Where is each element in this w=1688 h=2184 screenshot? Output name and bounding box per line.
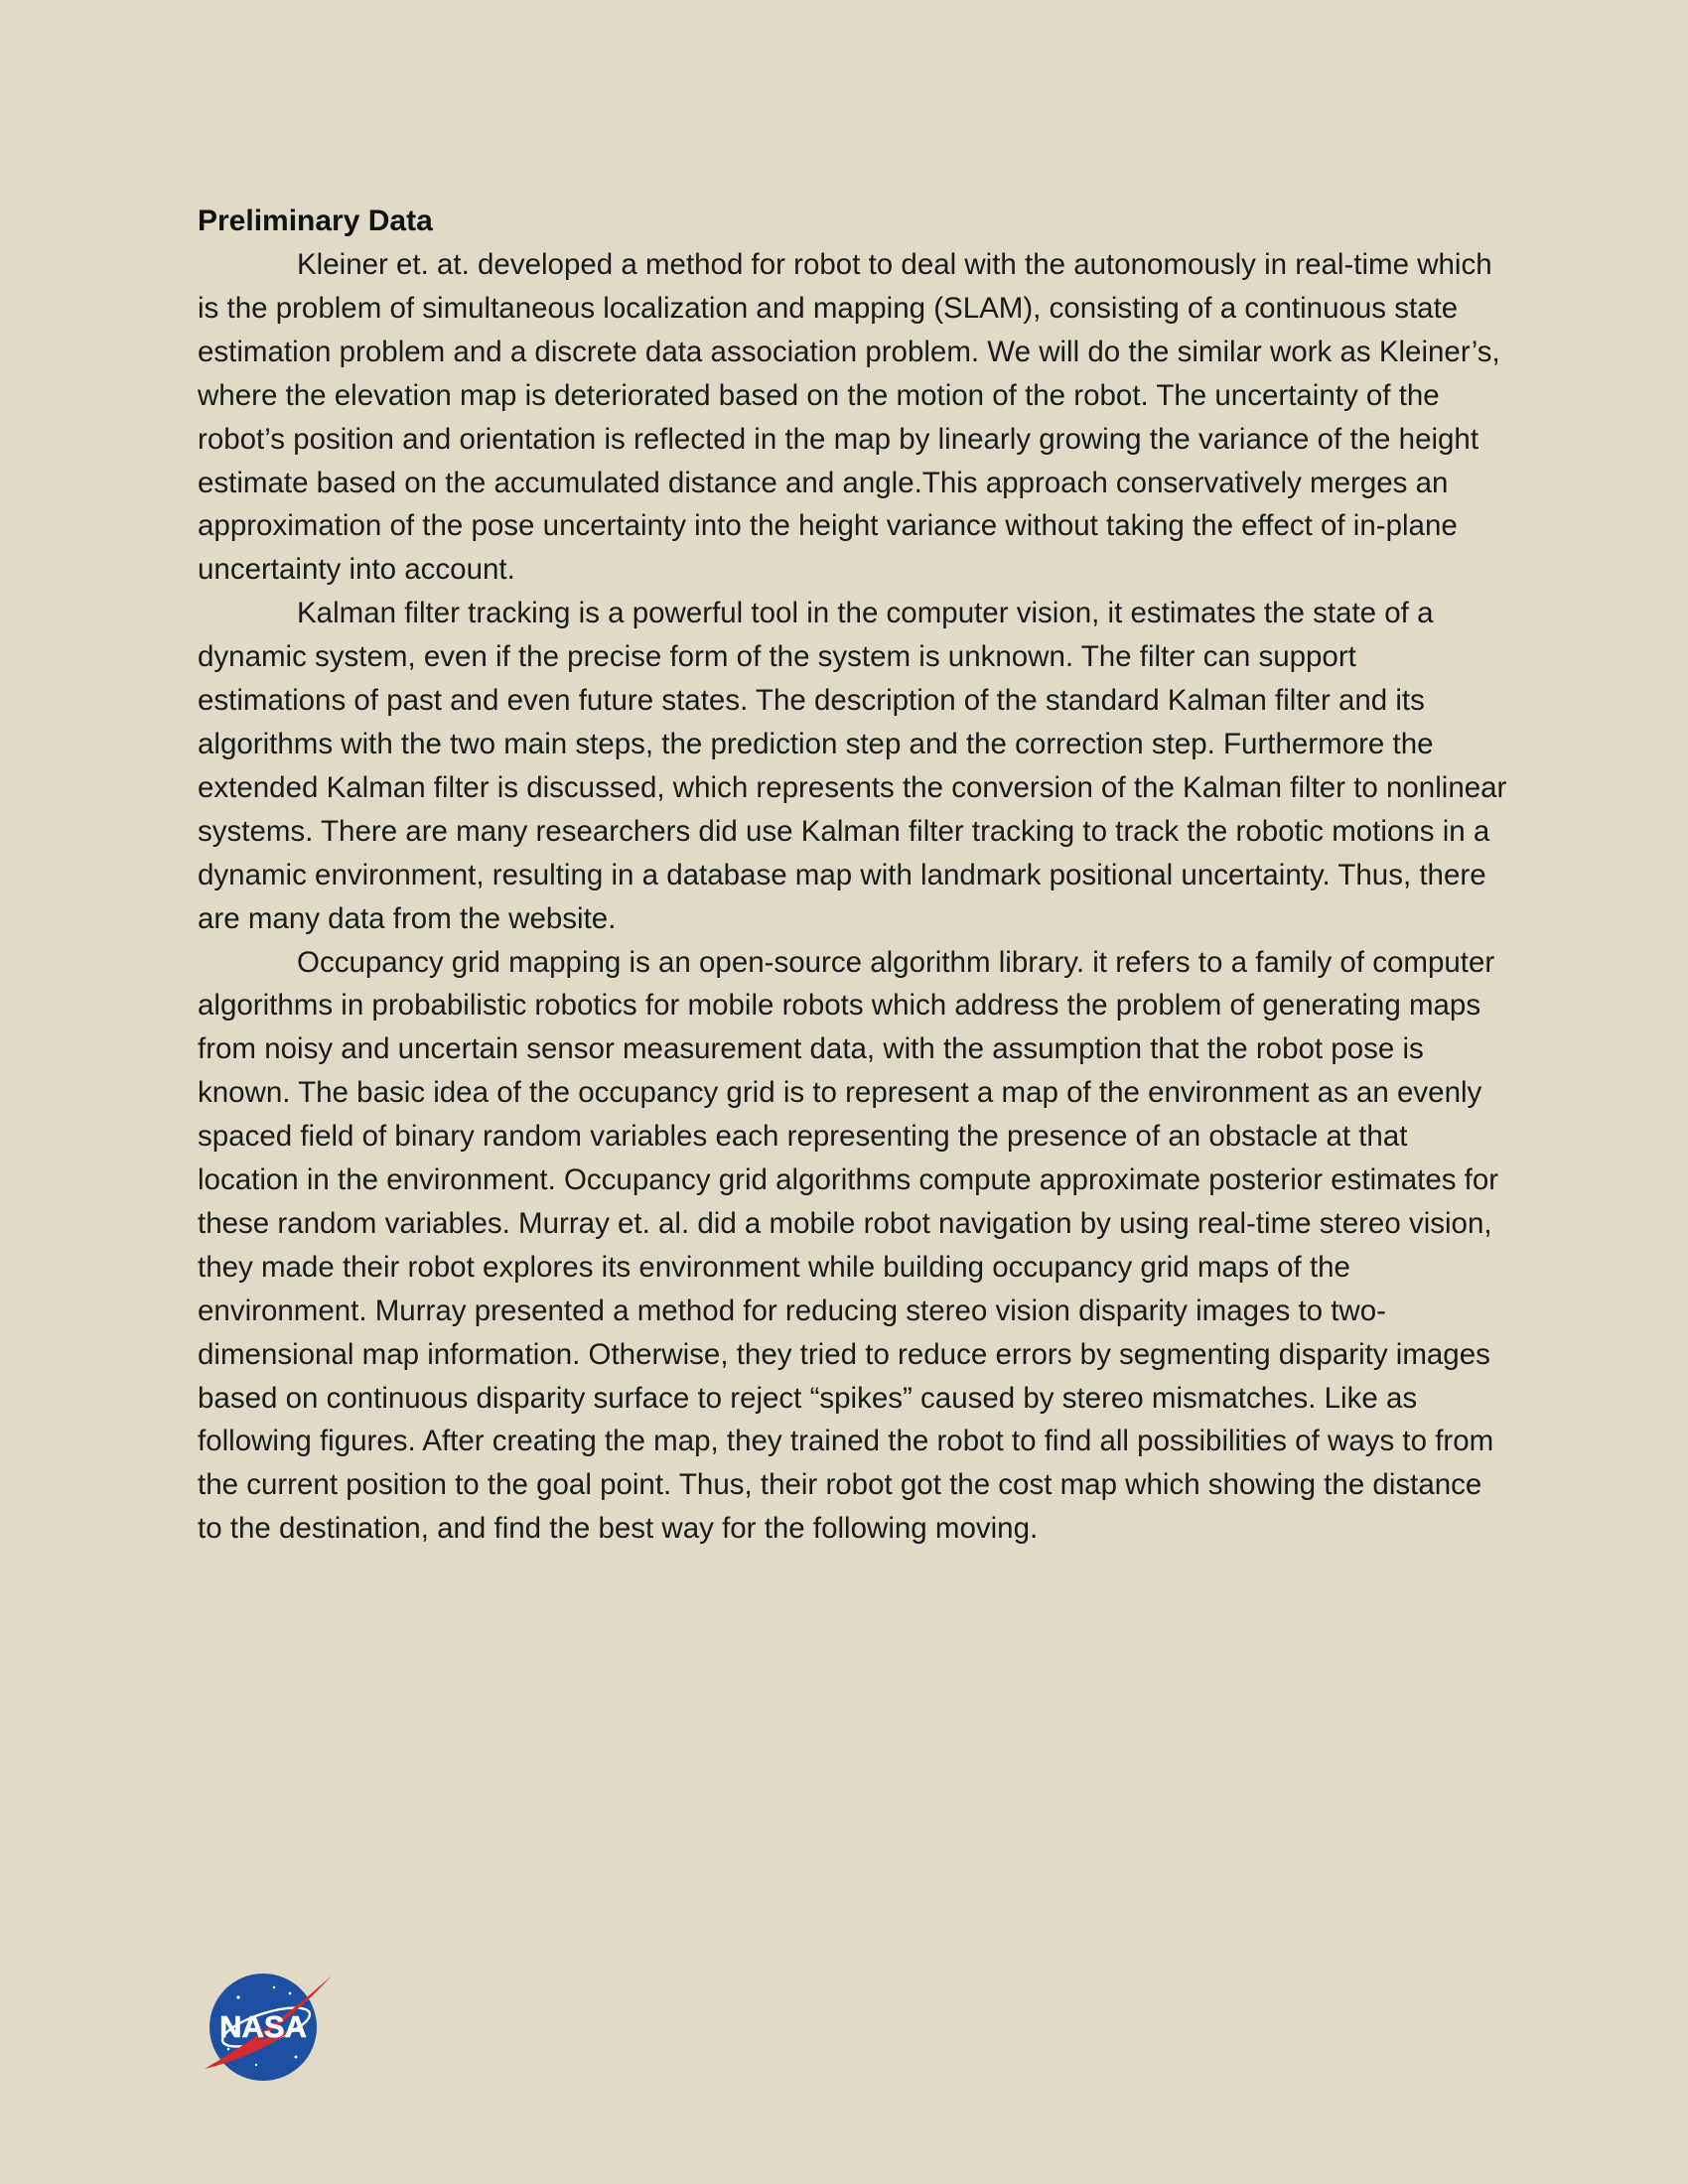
section-heading: Preliminary Data <box>198 205 433 237</box>
nasa-logo-text: NASA <box>219 2009 307 2044</box>
document-body <box>198 200 1508 1551</box>
nasa-logo-icon <box>199 1970 338 2089</box>
paragraph-occupancy-grid: Occupancy grid mapping is an open-source algorithm library. it refers to a family of computer algorithms in probabilistic robotics for mobile robots which address the problem of generating maps from noisy and uncertain sensor measurement data, with the assumption that the robot pose is known. The basic idea of the occupancy grid is to represent a map of the environment as an evenly spaced field of binary random variables each representing the presence of an obstacle at that location in the environment. Occupancy grid algorithms compute approximate posterior estimates for these random variables. Murray et. al. did a mobile robot navigation by using real-time stereo vision, they made their robot explores its environment while building occupancy grid maps of the environment. Murray presented a method for reducing stereo vision disparity images to two-dimensional map information. Otherwise, they tried to reduce errors by segmenting disparity images based on continuous disparity surface to reject “spikes” caused by stereo mismatches. Like as following figures. After creating the map, they trained the robot to find all possibilities of ways to from the current position to the goal point. Thus, their robot got the cost map which showing the distance to the destination, and find the best way for the following moving. <box>198 945 1499 1546</box>
paragraph-kalman-filter: Kalman filter tracking is a powerful tool in the computer vision, it estimates the state of a dynamic system, even if the precise form of the system is unknown. The filter can support estimations of past and even future states. The description of the standard Kalman filter and its algorithms with the two main steps, the prediction step and the correction step. Furthermore the extended Kalman filter is discussed, which represents the conversion of the Kalman filter to nonlinear systems. There are many researchers did use Kalman filter tracking to track the robotic motions in a dynamic environment, resulting in a database map with landmark positional uncertainty. Thus, there are many data from the website. <box>198 597 1507 935</box>
paragraph-slam: Kleiner et. at. developed a method for robot to deal with the autonomously in real-time which is the problem of simultaneous localization and mapping (SLAM), consisting of a continuous state estimation problem and a discrete data association problem. We will do the similar work as Kleiner’s, where the elevation map is deteriorated based on the motion of the robot. The uncertainty of the robot’s position and orientation is reflected in the map by linearly growing the variance of the height estimate based on the accumulated distance and angle.This approach conservatively merges an approximation of the pose uncertainty into the height variance without taking the effect of in-plane uncertainty into account. <box>198 248 1500 587</box>
